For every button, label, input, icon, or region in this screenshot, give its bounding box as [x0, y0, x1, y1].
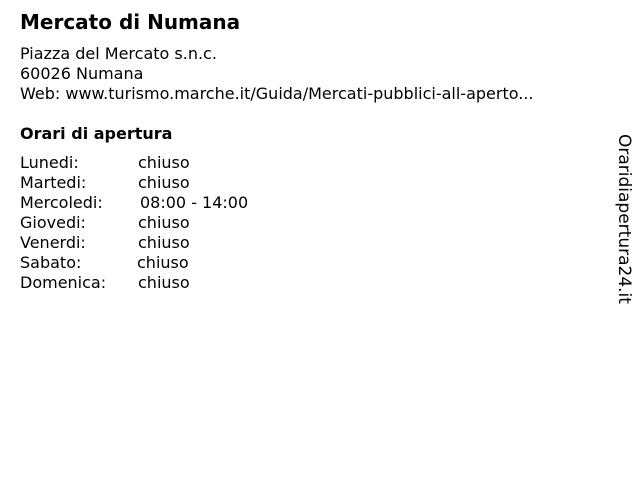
hours-value: chiuso — [138, 153, 190, 172]
hours-value: chiuso — [138, 233, 190, 252]
site-brand-watermark: Oraridiapertura24.it — [614, 134, 634, 304]
day-label: Lunedi: — [20, 153, 79, 172]
day-label: Giovedi: — [20, 213, 86, 232]
street-address: Piazza del Mercato s.n.c. — [20, 44, 217, 63]
day-label: Mercoledi: — [20, 193, 103, 212]
hours-value: 08:00 - 14:00 — [140, 193, 249, 212]
hours-value: chiuso — [138, 173, 190, 192]
page-title: Mercato di Numana — [20, 10, 241, 34]
hours-value: chiuso — [138, 273, 190, 292]
hours-value: chiuso — [138, 213, 190, 232]
day-label: Martedi: — [20, 173, 87, 192]
website-link[interactable]: Web: www.turismo.marche.it/Guida/Mercati-pubblici-all-aperto... — [20, 84, 534, 103]
hours-value: chiuso — [137, 253, 189, 272]
day-label: Sabato: — [20, 253, 82, 272]
day-label: Domenica: — [20, 273, 107, 292]
city-address: 60026 Numana — [20, 64, 144, 83]
address-block — [20, 44, 534, 104]
day-label: Venerdi: — [20, 233, 86, 252]
opening-hours-heading: Orari di apertura — [20, 124, 173, 143]
